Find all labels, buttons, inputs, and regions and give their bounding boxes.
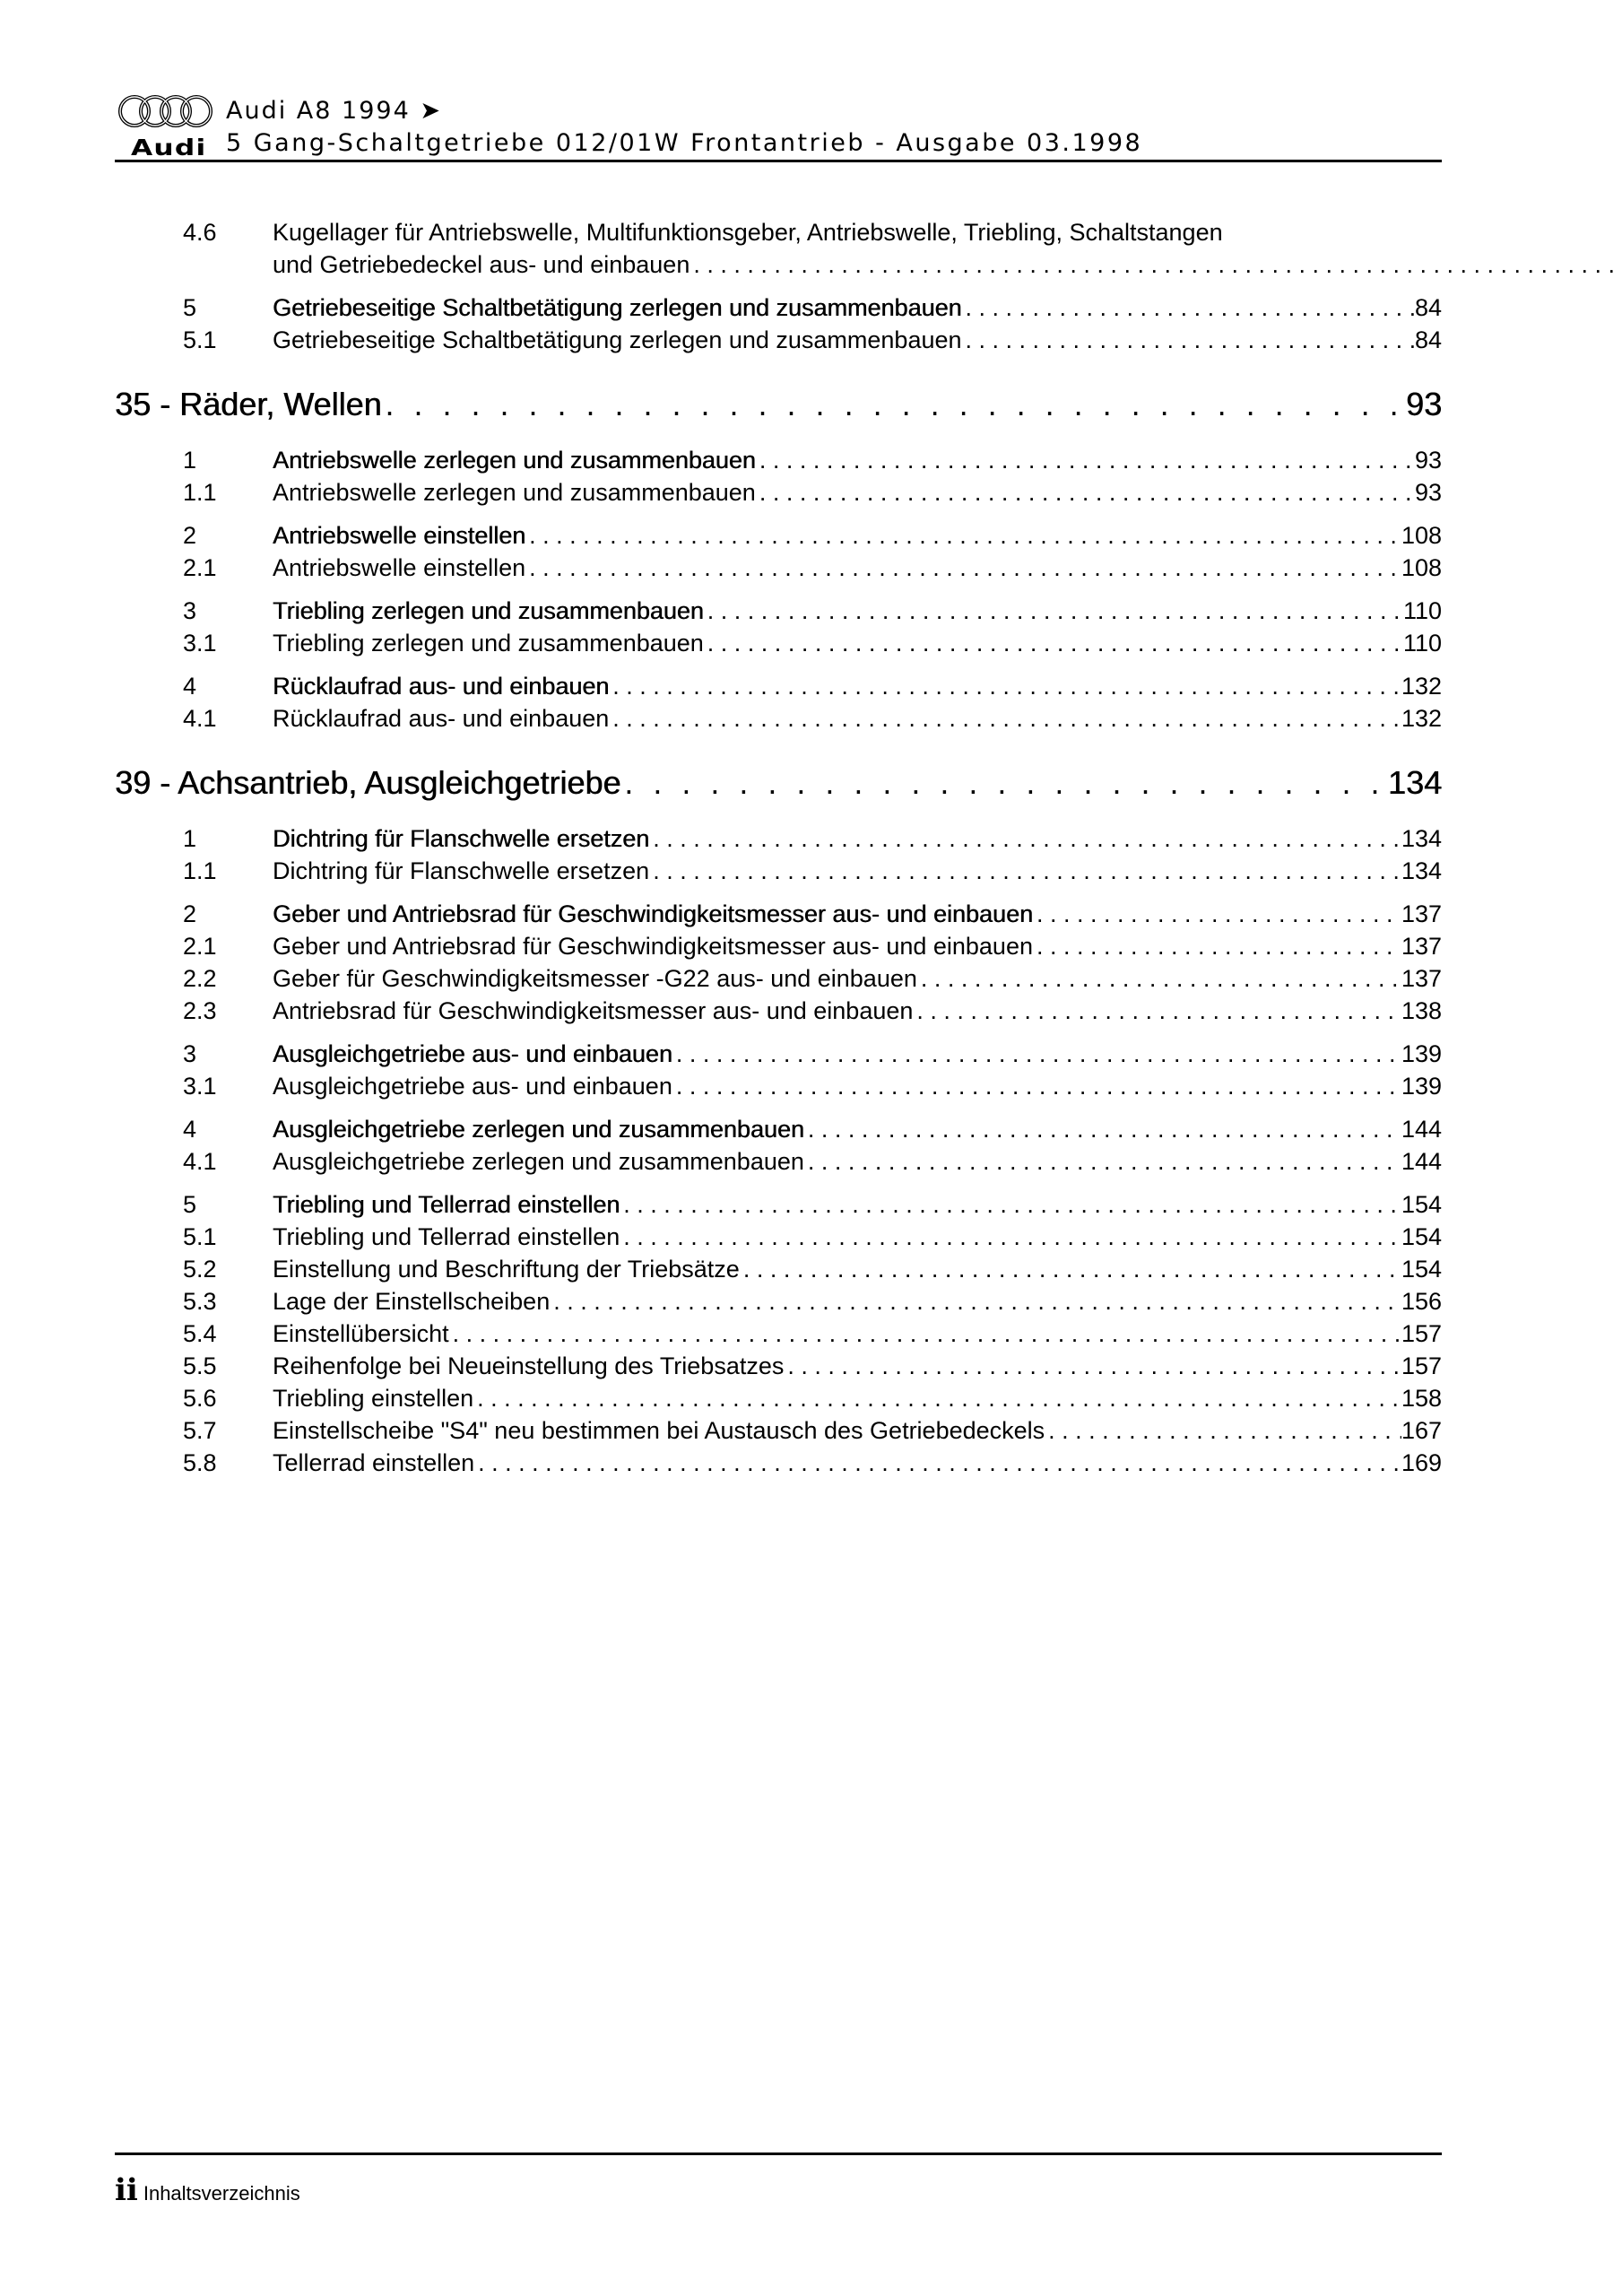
toc-entry-title: Antriebswelle zerlegen und zusammenbauen (273, 447, 756, 474)
toc-entry-number: 1 (183, 825, 197, 852)
toc-entry[interactable] (115, 1417, 1442, 1449)
footer-label: Inhaltsverzeichnis (143, 2182, 300, 2205)
toc-entry-number: 5.5 (183, 1352, 217, 1379)
toc-entry[interactable] (115, 630, 1442, 662)
toc-entry-title: Antriebswelle einstellen (273, 522, 526, 549)
dot-leader (550, 1288, 1401, 1316)
toc-entry-title: Ausgleichgetriebe aus- und einbauen (273, 1073, 672, 1100)
toc-entry-page: 144 (1401, 1116, 1442, 1143)
toc-entry-title: Rücklaufrad aus- und einbauen (273, 673, 610, 700)
toc-entry-page: 139 (1401, 1040, 1442, 1067)
toc-entry-page: 84 (1414, 326, 1442, 353)
toc-chapter-title: 39 - Achsantrieb, Ausgleichgetriebe (115, 764, 621, 801)
toc-entry-number: 5.8 (183, 1449, 217, 1476)
dot-leader (649, 857, 1401, 885)
toc-entry[interactable] (115, 1449, 1442, 1482)
toc-entry[interactable] (115, 1288, 1442, 1320)
toc-entry-number: 2.1 (183, 933, 217, 960)
toc-entry-page: 84 (1414, 294, 1442, 321)
page-footer (115, 2172, 300, 2208)
toc-entry-number: 5.7 (183, 1417, 217, 1444)
toc-entry-page: 137 (1401, 900, 1442, 927)
toc-chapter[interactable] (115, 386, 1442, 436)
toc-entry-number: 5.1 (183, 1223, 217, 1250)
toc-entry[interactable] (115, 900, 1442, 933)
toc-entry-number: 5.1 (183, 326, 217, 353)
toc-entry-number: 3.1 (183, 630, 217, 657)
toc-entry[interactable] (115, 1385, 1442, 1417)
toc-entry-number: 5 (183, 1191, 197, 1218)
toc-entry-number: 4 (183, 673, 197, 700)
audi-rings-icon (117, 93, 215, 129)
header-divider (115, 160, 1442, 162)
toc-entry[interactable] (115, 597, 1442, 630)
dot-leader (962, 294, 1415, 322)
toc-entry-page: 154 (1401, 1191, 1442, 1218)
toc-entry-number: 3 (183, 1040, 197, 1067)
toc-entry[interactable] (115, 1320, 1442, 1352)
toc-entry-page: 132 (1401, 673, 1442, 700)
toc-entry-number: 4.1 (183, 1148, 217, 1175)
toc-entry-title: Ausgleichgetriebe aus- und einbauen (273, 1040, 672, 1067)
toc-entry[interactable] (115, 554, 1442, 587)
toc-entry-title: Triebling zerlegen und zusammenbauen (273, 630, 704, 657)
toc-entry-number: 2.1 (183, 554, 217, 581)
toc-entry-title: Reihenfolge bei Neueinstellung des Triebsatzes (273, 1352, 785, 1379)
toc-entry-number: 5.3 (183, 1288, 217, 1315)
toc-entry-title: Dichtring für Flanschwelle ersetzen (273, 825, 650, 852)
toc-entry-title: Geber und Antriebsrad für Geschwindigkeitsmesser aus- und einbauen (273, 900, 1033, 927)
dot-leader (474, 1449, 1401, 1477)
toc-entry-title: Lage der Einstellscheiben (273, 1288, 551, 1315)
toc-entry-number: 4.1 (183, 705, 217, 732)
dot-leader (525, 522, 1401, 550)
toc-entry-number: 1.1 (183, 479, 217, 506)
toc-entry-number: 3.1 (183, 1073, 217, 1100)
toc-chapter-page: 93 (1405, 386, 1442, 422)
toc-entry-page: 93 (1414, 479, 1442, 506)
toc-entry-number: 2.3 (183, 997, 217, 1024)
audi-logo (117, 93, 215, 161)
toc-entry-number: 2 (183, 522, 197, 549)
toc-entry-number: 3 (183, 597, 197, 624)
toc-entry-title: Getriebeseitige Schaltbetätigung zerlegen und zusammenbauen (273, 326, 962, 353)
toc-entry-page: 139 (1401, 1073, 1442, 1100)
toc-entry-number: 2.2 (183, 965, 217, 992)
toc-entry[interactable] (115, 825, 1442, 857)
dot-leader (672, 1040, 1401, 1068)
toc-entry-title: Tellerrad einstellen (273, 1449, 475, 1476)
toc-entry[interactable] (115, 326, 1442, 359)
footer-page-number: ii (115, 2172, 138, 2208)
toc-entry-page: 108 (1401, 554, 1442, 581)
dot-leader (913, 997, 1401, 1025)
toc-entry[interactable] (115, 705, 1442, 737)
toc-entry[interactable] (115, 479, 1442, 511)
toc-entry[interactable] (115, 1352, 1442, 1385)
dot-leader (449, 1320, 1401, 1348)
toc-entry-title: Getriebeseitige Schaltbetätigung zerlegen und zusammenbauen (273, 294, 962, 321)
toc-entry-title: Dichtring für Flanschwelle ersetzen (273, 857, 650, 884)
dot-leader (525, 554, 1401, 582)
document-model: Audi A8 1994 ➤ (226, 97, 442, 125)
toc-entry[interactable] (115, 1223, 1442, 1256)
toc-entry-page: 157 (1401, 1352, 1442, 1379)
toc-entry-title: Triebling einstellen (273, 1385, 474, 1412)
chapter-39-entries (115, 825, 1442, 1482)
toc-entry-title: Triebling und Tellerrad einstellen (273, 1223, 620, 1250)
toc-entry-page: 154 (1401, 1256, 1442, 1283)
dot-leader (704, 630, 1403, 657)
dot-leader (1033, 933, 1401, 961)
toc-entry-number: 4 (183, 1116, 197, 1143)
toc-entry-number: 1.1 (183, 857, 217, 884)
table-of-contents (115, 219, 1442, 1482)
toc-entry[interactable] (115, 933, 1442, 965)
toc-entry-title: Antriebswelle zerlegen und zusammenbauen (273, 479, 756, 506)
toc-entry-title: Antriebswelle einstellen (273, 554, 526, 581)
chapter-35-entries (115, 447, 1442, 737)
dot-leader (740, 1256, 1401, 1283)
toc-entry[interactable] (115, 997, 1442, 1030)
dot-leader (609, 673, 1401, 700)
dot-leader (609, 705, 1401, 733)
dot-leader (672, 1073, 1401, 1100)
toc-chapter[interactable] (115, 764, 1442, 814)
page-header (115, 88, 1442, 163)
toc-entry-title: Einstellung und Beschriftung der Triebsätze (273, 1256, 740, 1283)
document-subtitle: 5 Gang-Schaltgetriebe 012/01W Frontantrieb - Ausgabe 03.1998 (226, 129, 1143, 157)
toc-entry-page: 134 (1401, 857, 1442, 884)
toc-entry-title: Ausgleichgetriebe zerlegen und zusammenbauen (273, 1116, 804, 1143)
dot-leader (382, 386, 1406, 423)
dot-leader (1033, 900, 1401, 928)
toc-entry-number: 5 (183, 294, 197, 321)
toc-entry-page: 169 (1401, 1449, 1442, 1476)
toc-entry[interactable] (115, 857, 1442, 890)
toc-entry[interactable] (115, 219, 1442, 283)
toc-chapter-title: 35 - Räder, Wellen (115, 386, 382, 422)
toc-entry-page: 137 (1401, 965, 1442, 992)
toc-entry-page: 167 (1401, 1417, 1442, 1444)
toc-entry-title: Antriebsrad für Geschwindigkeitsmesser aus- und einbauen (273, 997, 914, 1024)
toc-entry-page: 134 (1401, 825, 1442, 852)
toc-entry-number: 4.6 (183, 219, 217, 246)
dot-leader (756, 447, 1415, 474)
toc-entry-page: 132 (1401, 705, 1442, 732)
toc-entry-title: Einstellübersicht (273, 1320, 449, 1347)
toc-entry-page: 156 (1401, 1288, 1442, 1315)
toc-entry[interactable] (115, 1040, 1442, 1073)
toc-entry-title: Geber und Antriebsrad für Geschwindigkeitsmesser aus- und einbauen (273, 933, 1033, 960)
toc-entry-page: 138 (1401, 997, 1442, 1024)
toc-entry[interactable] (115, 1191, 1442, 1223)
toc-entry[interactable] (115, 1073, 1442, 1105)
footer-divider (115, 2152, 1442, 2155)
toc-entry-title: Rücklaufrad aus- und einbauen (273, 705, 610, 732)
toc-entry[interactable] (115, 673, 1442, 705)
dot-leader (620, 764, 1388, 802)
toc-entry-number: 5.4 (183, 1320, 217, 1347)
toc-entry-title: und Getriebedeckel aus- und einbauen (273, 251, 690, 278)
toc-entry-number: 5.6 (183, 1385, 217, 1412)
toc-entry-number: 2 (183, 900, 197, 927)
dot-leader (690, 251, 1622, 279)
toc-entry[interactable] (115, 447, 1442, 479)
dot-leader (917, 965, 1401, 993)
toc-entry-title: Kugellager für Antriebswelle, Multifunktionsgeber, Antriebswelle, Triebling, Schaltstangen (273, 219, 1223, 246)
toc-entry-title: Einstellscheibe "S4" neu bestimmen bei Austausch des Getriebedeckels (273, 1417, 1045, 1444)
toc-entry[interactable] (115, 1148, 1442, 1180)
toc-entry-page: 137 (1401, 933, 1442, 960)
toc-entry-title: Triebling und Tellerrad einstellen (273, 1191, 620, 1218)
dot-leader (620, 1191, 1401, 1219)
toc-entry[interactable] (115, 522, 1442, 554)
toc-entry[interactable] (115, 1256, 1442, 1288)
toc-entry-number: 1 (183, 447, 197, 474)
dot-leader (804, 1148, 1401, 1176)
dot-leader (756, 479, 1415, 507)
dot-leader (1045, 1417, 1401, 1445)
dot-leader (473, 1385, 1401, 1413)
toc-entry-page: 157 (1401, 1320, 1442, 1347)
toc-entry-page: 110 (1402, 597, 1442, 624)
dot-leader (804, 1116, 1401, 1144)
toc-entry-title: Geber für Geschwindigkeitsmesser -G22 aus- und einbauen (273, 965, 917, 992)
toc-entry-page: 108 (1401, 522, 1442, 549)
toc-entry-page: 144 (1401, 1148, 1442, 1175)
dot-leader (784, 1352, 1401, 1380)
toc-entry-page: 110 (1402, 630, 1442, 657)
toc-entry[interactable] (115, 965, 1442, 997)
toc-entry[interactable] (115, 1116, 1442, 1148)
toc-entry-page: 154 (1401, 1223, 1442, 1250)
dot-leader (704, 597, 1403, 625)
dot-leader (620, 1223, 1401, 1251)
dot-leader (962, 326, 1415, 354)
toc-entry-number: 5.2 (183, 1256, 217, 1283)
toc-entry-page: 93 (1414, 447, 1442, 474)
audi-wordmark: Audi (131, 135, 207, 161)
toc-entry-title: Triebling zerlegen und zusammenbauen (273, 597, 704, 624)
toc-entry-page: 158 (1401, 1385, 1442, 1412)
toc-chapter-page: 134 (1387, 764, 1442, 801)
toc-entry-title: Ausgleichgetriebe zerlegen und zusammenbauen (273, 1148, 804, 1175)
dot-leader (649, 825, 1401, 853)
toc-entry[interactable] (115, 294, 1442, 326)
